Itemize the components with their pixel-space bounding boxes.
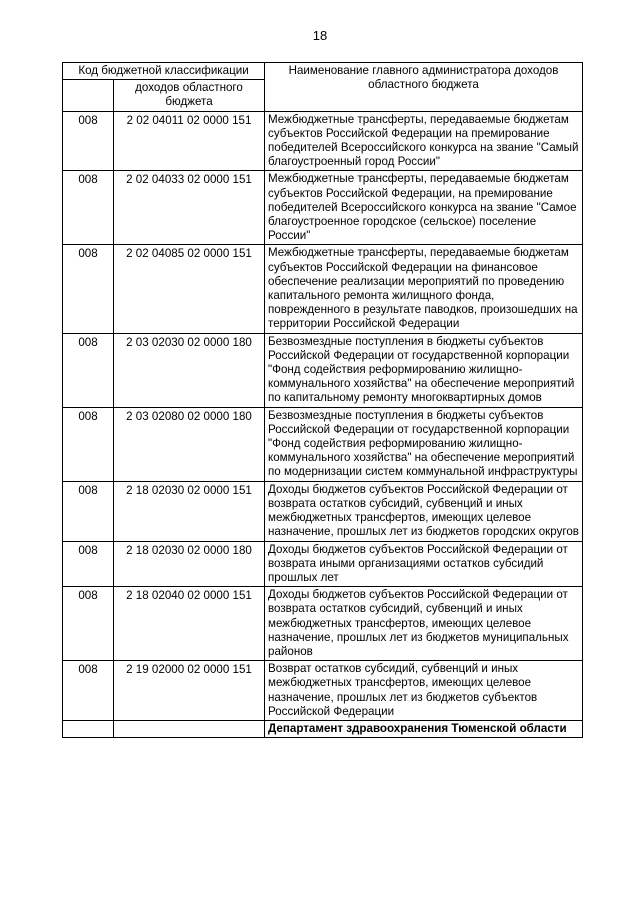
admin-code-cell: 008 [63,111,114,171]
admin-code-cell: 008 [63,661,114,721]
revenue-code-cell: 2 02 04033 02 0000 151 [114,171,265,245]
department-name-cell: Департамент здравоохранения Тюменской области [265,720,583,737]
header-budget-code-group: Код бюджетной классификации [63,63,265,80]
table-row [63,171,583,245]
revenue-name-cell: Доходы бюджетов субъектов Российской Федерации от возврата иными организациями остатков субсидий прошлых лет [265,541,583,587]
table-row [63,333,583,407]
revenue-name-cell: Доходы бюджетов субъектов Российской Федерации от возврата остатков субсидий, субвенций и иных межбюджетных трансфертов, имеющих целевое назначение, прошлых лет из бюджетов муниципальных районов [265,587,583,661]
header-admin-code [63,80,114,111]
admin-code-cell: 008 [63,587,114,661]
admin-code-cell [63,720,114,737]
table-row [63,407,583,481]
revenue-code-cell [114,720,265,737]
header-regional-revenue: доходов областного бюджета [114,80,265,111]
admin-code-cell: 008 [63,171,114,245]
admin-code-cell: 008 [63,541,114,587]
page-number: 18 [312,28,328,43]
table-row [63,245,583,333]
admin-code-cell: 008 [63,407,114,481]
table-row [63,587,583,661]
table-row [63,481,583,541]
revenue-code-cell: 2 03 02030 02 0000 180 [114,333,265,407]
admin-code-cell: 008 [63,481,114,541]
table-row [63,111,583,171]
revenue-code-cell: 2 19 02000 02 0000 151 [114,661,265,721]
table-row [63,661,583,721]
revenue-code-cell: 2 02 04085 02 0000 151 [114,245,265,333]
budget-classification-table [62,62,583,738]
table-row [63,541,583,587]
revenue-code-cell: 2 18 02030 02 0000 151 [114,481,265,541]
revenue-code-cell: 2 18 02030 02 0000 180 [114,541,265,587]
revenue-name-cell: Возврат остатков субсидий, субвенций и иных межбюджетных трансфертов, имеющих целевое назначение, прошлых лет из бюджетов субъектов Российской Федерации [265,661,583,721]
revenue-name-cell: Безвозмездные поступления в бюджеты субъектов Российской Федерации от государственной корпорации "Фонд содействия реформированию жилищно-коммунального хозяйства" на обеспечение мероприятий по модернизации систем коммунальной инфраструктуры [265,407,583,481]
admin-code-cell: 008 [63,245,114,333]
revenue-name-cell: Межбюджетные трансферты, передаваемые бюджетам субъектов Российской Федерации, на премирование победителей Всероссийского конкурса на звание "Самое благоустроенное городское (сельское) поселение России" [265,171,583,245]
header-administrator-name: Наименование главного администратора доходов областного бюджета [265,63,583,112]
header-row-group [63,63,583,80]
revenue-name-cell: Межбюджетные трансферты, передаваемые бюджетам субъектов Российской Федерации на премирование победителей Всероссийского конкурса на звание "Самый благоустроенный город России" [265,111,583,171]
revenue-name-cell: Безвозмездные поступления в бюджеты субъектов Российской Федерации от государственной корпорации "Фонд содействия реформированию жилищно-коммунального хозяйства" на обеспечение мероприятий по капитальному ремонту многоквартирных домов [265,333,583,407]
department-row [63,720,583,737]
revenue-name-cell: Межбюджетные трансферты, передаваемые бюджетам субъектов Российской Федерации на финансовое обеспечение реализации мероприятий по проведению капитального ремонта жилищного фонда, поврежденного в результате паводков, произошедших на территории Российской Федерации [265,245,583,333]
revenue-code-cell: 2 03 02080 02 0000 180 [114,407,265,481]
admin-code-cell: 008 [63,333,114,407]
revenue-name-cell: Доходы бюджетов субъектов Российской Федерации от возврата остатков субсидий, субвенций и иных межбюджетных трансфертов, имеющих целевое назначение, прошлых лет из бюджетов городских округов [265,481,583,541]
revenue-code-cell: 2 18 02040 02 0000 151 [114,587,265,661]
revenue-code-cell: 2 02 04011 02 0000 151 [114,111,265,171]
